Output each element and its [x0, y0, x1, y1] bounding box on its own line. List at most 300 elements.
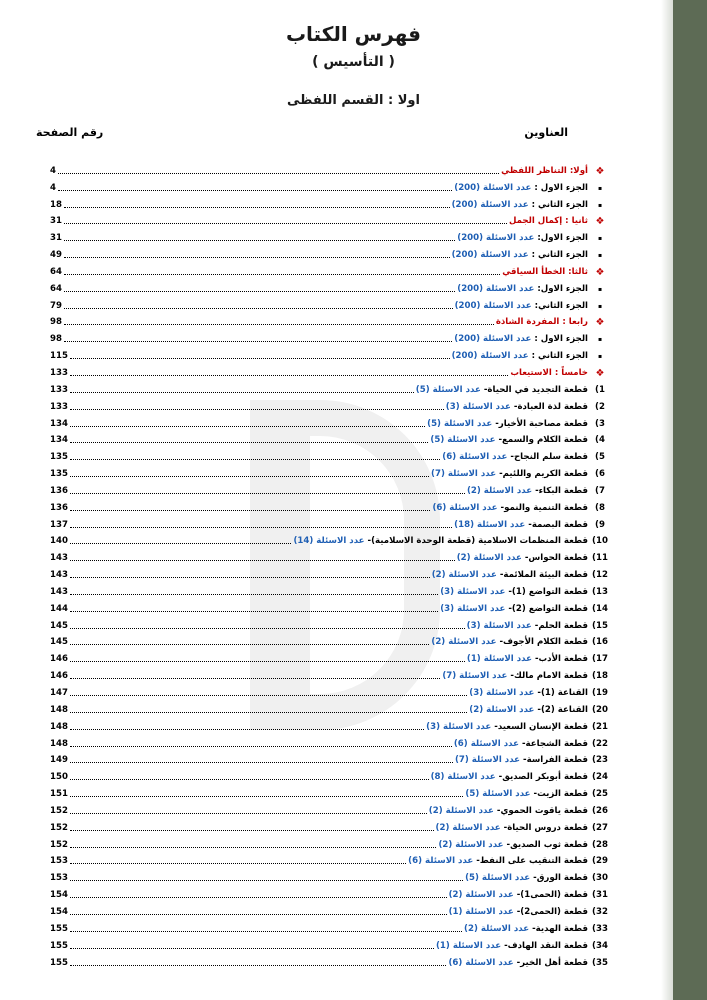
entry-label: قطعة الفراسة-: [520, 755, 588, 766]
dot-leader: [70, 729, 424, 730]
question-count: عدد الاسئلة (8): [430, 772, 496, 783]
entry-label: قطعة (الحمى1)-: [513, 890, 588, 901]
page-number: 155: [50, 923, 68, 934]
entry-label: قطعة ثوب الصديق-: [503, 839, 588, 850]
toc-entry-row[interactable]: [50, 446, 610, 463]
page-number: 18: [50, 199, 62, 210]
dot-leader: [64, 223, 507, 224]
section-title: ثالثا: الخطأ السياقي: [502, 266, 588, 277]
question-count: عدد الاسئلة (2): [456, 553, 522, 564]
entry-number: 31): [592, 890, 608, 901]
entry-title: [469, 705, 590, 716]
question-count: عدد الاسئلة (14): [293, 536, 365, 547]
question-count: عدد الاسئلة (18): [454, 519, 526, 530]
entry-number: 19): [592, 688, 608, 698]
question-count: عدد الاسئلة (200): [454, 300, 532, 311]
question-count: عدد الاسئلة (3): [440, 603, 506, 614]
dot-leader: [70, 965, 447, 966]
page-number: 4: [50, 165, 56, 176]
entry-title: [465, 873, 590, 884]
toc-entry-row[interactable]: [50, 430, 610, 447]
entry-number: 20): [592, 704, 608, 715]
question-count: عدد الاسئلة (2): [438, 839, 504, 850]
toc-entry-row[interactable]: [50, 278, 610, 295]
question-count: عدد الاسئلة (2): [469, 704, 535, 715]
entry-label: قطعة مصاحبة الأخيار-: [492, 418, 588, 429]
entry-title: [509, 216, 590, 227]
entry-title: [436, 823, 590, 834]
entry-number: 2): [595, 401, 605, 412]
toc-entry-row[interactable]: [50, 547, 610, 564]
toc-entry-row[interactable]: [50, 413, 610, 430]
dot-leader: [70, 543, 292, 544]
question-count: عدد الاسئلة (5): [465, 873, 531, 884]
page-number: 136: [50, 502, 68, 513]
entry-label: قطعة البصمة-: [525, 519, 588, 530]
entry-title: [426, 722, 590, 733]
question-count: عدد الاسئلة (5): [465, 789, 531, 800]
page-number: 147: [50, 688, 68, 698]
toc-entry-row[interactable]: [50, 648, 610, 665]
entry-title: [449, 907, 590, 918]
toc-entry-row[interactable]: [50, 901, 610, 918]
dot-leader: [70, 409, 444, 410]
entry-title: [467, 654, 590, 665]
dot-leader: [70, 459, 440, 460]
diamond-bullet-icon: ❖: [595, 317, 605, 329]
entry-number: 33): [592, 923, 608, 934]
entry-title: [432, 570, 590, 581]
toc-entry-row[interactable]: [50, 750, 610, 767]
entry-title: [440, 604, 590, 615]
toc-entry-row[interactable]: [50, 952, 610, 969]
entry-number: 15): [592, 620, 608, 631]
entry-number: 21): [592, 721, 608, 732]
entry-number: 13): [592, 586, 608, 597]
page-number: 155: [50, 940, 68, 951]
dot-leader: [70, 442, 428, 443]
question-count: عدد الاسئلة (7): [431, 469, 497, 480]
entry-label: قطعة الكريم واللئيم-: [496, 469, 588, 480]
entry-label: قطعة الهدية-: [529, 923, 588, 934]
question-count: عدد الاسئلة (2): [448, 890, 514, 901]
dot-leader: [64, 324, 494, 325]
toc-list: [50, 160, 610, 969]
question-count: عدد الاسئلة (5): [430, 435, 496, 446]
entry-title: [442, 452, 590, 463]
entry-label: الجزء الثاني :: [528, 250, 588, 261]
toc-entry-row[interactable]: [50, 480, 610, 497]
page-number: 134: [50, 435, 68, 446]
toc-section-row[interactable]: [50, 362, 610, 379]
question-count: عدد الاسئلة (3): [466, 620, 532, 631]
page-number: 148: [50, 738, 68, 749]
toc-entry-row[interactable]: [50, 783, 610, 800]
entry-label: الجزء الاول :: [531, 334, 588, 345]
question-count: عدد الاسئلة (3): [440, 586, 506, 597]
entry-title: [452, 200, 590, 211]
entry-title: [438, 840, 590, 851]
entry-label: قطعة البيئة الملائمة-: [496, 570, 588, 581]
page-number: 146: [50, 654, 68, 665]
square-bullet-icon: ▪: [597, 184, 603, 192]
toc-entry-row[interactable]: [50, 328, 610, 345]
page-number: 153: [50, 873, 68, 884]
page-number: 153: [50, 856, 68, 867]
dot-leader: [70, 948, 434, 949]
entry-title: [502, 267, 590, 278]
entry-number: 6): [595, 469, 605, 480]
dot-leader: [70, 644, 429, 645]
entry-number: 35): [592, 957, 608, 968]
entry-number: 32): [592, 906, 608, 917]
page-subtitle: ( التأسيس ): [312, 54, 395, 70]
dot-leader: [70, 931, 462, 932]
toc-section-row[interactable]: [50, 160, 610, 177]
toc-entry-row[interactable]: [50, 295, 610, 312]
toc-entry-row[interactable]: [50, 531, 610, 548]
question-count: عدد الاسئلة (1): [466, 654, 532, 665]
toc-entry-row[interactable]: [50, 581, 610, 598]
page-number: 151: [50, 789, 68, 800]
dot-leader: [64, 341, 452, 342]
column-header-page: رقم الصفحة: [36, 126, 104, 139]
toc-entry-row[interactable]: [50, 497, 610, 514]
question-count: عدد الاسئلة (200): [454, 182, 532, 193]
page-number: 49: [50, 250, 62, 261]
page-number: 154: [50, 890, 68, 901]
entry-title: [465, 789, 590, 800]
entry-title: [464, 924, 590, 935]
column-header-titles: العناوين: [524, 126, 568, 139]
toc-entry-row[interactable]: [50, 817, 610, 834]
entry-title: [440, 587, 590, 598]
question-count: عدد الاسئلة (2): [464, 923, 530, 934]
entry-label: قطعة ياقوت الحموي-: [493, 805, 588, 816]
entry-number: 7): [595, 485, 605, 496]
entry-label: قطعة الكلام والسمع-: [495, 435, 588, 446]
toc-section-row[interactable]: [50, 211, 610, 228]
entry-title: [467, 621, 590, 632]
entry-number: 29): [592, 856, 608, 867]
entry-title: [510, 368, 590, 379]
dot-leader: [70, 560, 455, 561]
entry-label: قطعة التنقيب على النفط-: [473, 856, 588, 867]
entry-title: [446, 402, 590, 413]
entry-number: 25): [592, 789, 608, 800]
page-number: 143: [50, 586, 68, 597]
entry-number: 3): [595, 418, 605, 429]
question-count: عدد الاسئلة (7): [454, 755, 521, 766]
page-number: 135: [50, 452, 68, 463]
page-number: 148: [50, 721, 68, 732]
square-bullet-icon: ▪: [597, 285, 603, 293]
entry-label: قطعة الزيت-: [530, 789, 588, 800]
entry-title: [467, 486, 590, 497]
dot-leader: [64, 274, 500, 275]
dot-leader: [70, 897, 447, 898]
toc-entry-row[interactable]: [50, 800, 610, 817]
entry-title: [469, 688, 590, 699]
page-number: 144: [50, 603, 68, 614]
page-number: 31: [50, 216, 62, 227]
dot-leader: [70, 577, 430, 578]
entry-title: [452, 351, 590, 362]
square-bullet-icon: ▪: [597, 235, 603, 243]
toc-entry-row[interactable]: [50, 564, 610, 581]
question-count: عدد الاسئلة (2): [466, 485, 533, 496]
page-number: 137: [50, 519, 68, 530]
entry-label: قطعة الكلام الأجوف-: [496, 637, 588, 648]
dot-leader: [70, 611, 438, 612]
toc-entry-row[interactable]: [50, 851, 610, 868]
page-number: 98: [50, 334, 62, 345]
dot-leader: [70, 358, 450, 359]
square-bullet-icon: ▪: [597, 353, 603, 361]
dot-leader: [70, 476, 429, 477]
dot-leader: [70, 847, 437, 848]
entry-number: 16): [592, 637, 608, 648]
entry-label: قطعة الإنسان السعيد-: [491, 721, 588, 732]
page-number: 4: [50, 182, 56, 193]
question-count: عدد الاسئلة (200): [451, 250, 529, 261]
dot-leader: [70, 426, 425, 427]
toc-section-row[interactable]: [50, 312, 610, 329]
entry-title: [455, 755, 590, 766]
entry-number: 5): [595, 452, 605, 463]
dot-leader: [70, 746, 452, 747]
question-count: عدد الاسئلة (2): [431, 570, 497, 581]
entry-title: [455, 301, 590, 312]
entry-label: قطعة التواضع (1)-: [505, 586, 588, 597]
dot-leader: [64, 308, 453, 309]
entry-label: قطعة الامام مالك-: [507, 671, 588, 682]
dot-leader: [70, 779, 429, 780]
question-count: عدد الاسئلة (2): [435, 822, 501, 833]
entry-label: القناعة (1)-: [534, 688, 588, 698]
page-number: 136: [50, 485, 68, 496]
toc-entry-row[interactable]: [50, 598, 610, 615]
page-number: 133: [50, 401, 68, 412]
entry-number: 14): [592, 603, 608, 614]
entry-label: قطعة الأدب-: [531, 654, 588, 665]
entry-number: 8): [595, 502, 605, 513]
toc-entry-row[interactable]: [50, 514, 610, 531]
question-count: عدد الاسئلة (2): [431, 637, 497, 648]
entry-label: قطعة النقد الهادف-: [501, 940, 588, 951]
dot-leader: [64, 240, 455, 241]
question-count: عدد الاسئلة (200): [451, 199, 529, 210]
question-count: عدد الاسئلة (200): [451, 351, 529, 362]
toc-entry-row[interactable]: [50, 194, 610, 211]
toc-entry-row[interactable]: [50, 227, 610, 244]
question-count: عدد الاسئلة (7): [442, 671, 508, 682]
entry-label: قطعة دروس الحياة-: [500, 822, 588, 833]
dot-leader: [70, 375, 508, 376]
dot-leader: [70, 493, 465, 494]
question-count: عدد الاسئلة (5): [427, 418, 493, 429]
square-bullet-icon: ▪: [597, 201, 603, 209]
question-count: عدد الاسئلة (2): [428, 805, 494, 816]
entry-number: 24): [592, 772, 608, 783]
toc-entry-row[interactable]: [50, 935, 610, 952]
page-number: 133: [50, 384, 68, 395]
page-number: 64: [50, 283, 62, 294]
entry-label: قطعة الورق-: [530, 873, 588, 884]
entry-label: قطعة التجديد في الحياة-: [480, 384, 588, 395]
toc-entry-row[interactable]: [50, 733, 610, 750]
entry-title: [431, 637, 590, 648]
section-title: رابعا : المفردة الشاذة: [495, 317, 588, 328]
dot-leader: [70, 392, 414, 393]
page-number: 145: [50, 620, 68, 631]
question-count: عدد الاسئلة (6): [448, 957, 514, 968]
entry-label: قطعة التنمية والنمو-: [497, 502, 588, 513]
page-number: 134: [50, 418, 68, 429]
entry-number: 4): [595, 435, 605, 446]
square-bullet-icon: ▪: [597, 252, 603, 260]
toc-entry-row[interactable]: [50, 463, 610, 480]
page-number: 155: [50, 957, 68, 968]
dot-leader: [64, 291, 455, 292]
dot-leader: [70, 712, 467, 713]
dot-leader: [70, 594, 438, 595]
entry-label: قطعة التواضع (2)-: [505, 603, 588, 614]
toc-entry-row[interactable]: [50, 884, 610, 901]
toc-entry-row[interactable]: [50, 699, 610, 716]
question-count: عدد الاسئلة (6): [453, 738, 519, 749]
page-number: 31: [50, 233, 62, 244]
entry-label: الجزء الثاني:: [531, 300, 588, 311]
page-number: 133: [50, 367, 68, 378]
page-number: 143: [50, 570, 68, 581]
question-count: عدد الاسئلة (3): [469, 688, 535, 698]
dot-leader: [70, 914, 447, 915]
dot-leader: [70, 678, 440, 679]
page-title: فهرس الكتاب: [285, 22, 422, 46]
diamond-bullet-icon: ❖: [595, 165, 605, 177]
dot-leader: [70, 510, 430, 511]
entry-label: الجزء الثاني :: [528, 351, 588, 362]
entry-number: 26): [592, 805, 608, 816]
question-count: عدد الاسئلة (3): [426, 721, 492, 732]
square-bullet-icon: ▪: [597, 336, 603, 344]
page-number: 79: [50, 300, 62, 311]
question-count: عدد الاسئلة (6): [432, 502, 498, 513]
page-edge-band: [673, 0, 707, 1000]
dot-leader: [64, 207, 450, 208]
entry-label: قطعة الشجاعة-: [518, 738, 588, 749]
question-count: عدد الاسئلة (200): [457, 283, 535, 294]
dot-leader: [64, 257, 450, 258]
dot-leader: [70, 880, 463, 881]
question-count: عدد الاسئلة (200): [454, 334, 532, 345]
question-count: عدد الاسئلة (6): [442, 452, 508, 463]
dot-leader: [58, 190, 452, 191]
dot-leader: [70, 813, 427, 814]
entry-title: [408, 856, 590, 867]
section-title: ثانيا : إكمال الجمل: [508, 216, 588, 227]
square-bullet-icon: ▪: [597, 302, 603, 310]
toc-entry-row[interactable]: [50, 177, 610, 194]
entry-label: قطعة الحواس-: [521, 553, 588, 564]
dot-leader: [70, 863, 406, 864]
entry-title: [457, 284, 590, 295]
entry-label: القناعة (2)-: [534, 704, 588, 715]
entry-number: 34): [592, 940, 608, 951]
diamond-bullet-icon: ❖: [595, 266, 605, 278]
entry-title: [431, 469, 590, 480]
entry-label: قطعة أهل الخير-: [513, 957, 588, 968]
toc-entry-row[interactable]: [50, 867, 610, 884]
entry-number: 30): [592, 873, 608, 884]
toc-entry-row[interactable]: [50, 682, 610, 699]
entry-title: [416, 385, 590, 396]
question-count: عدد الاسئلة (3): [445, 401, 511, 412]
entry-title: [436, 941, 590, 952]
entry-label: قطعة (الحمى2)-: [513, 906, 588, 917]
question-count: عدد الاسئلة (200): [457, 233, 535, 244]
toc-entry-row[interactable]: [50, 396, 610, 413]
dot-leader: [70, 661, 465, 662]
toc-entry-row[interactable]: [50, 632, 610, 649]
toc-entry-row[interactable]: [50, 716, 610, 733]
entry-label: قطعة أبوبكر الصديق-: [495, 772, 588, 783]
toc-entry-row[interactable]: [50, 244, 610, 261]
entry-title: [454, 739, 590, 750]
diamond-bullet-icon: ❖: [595, 367, 605, 379]
toc-entry-row[interactable]: [50, 834, 610, 851]
diamond-bullet-icon: ❖: [595, 216, 605, 228]
page-number: 115: [50, 351, 68, 362]
toc-section-row[interactable]: [50, 261, 610, 278]
entry-title: [442, 671, 590, 682]
entry-number: 17): [592, 654, 608, 665]
entry-label: قطعة لذة العبادة-: [510, 401, 588, 412]
section-heading: اولا : القسم اللفظى: [287, 93, 420, 108]
toc-entry-row[interactable]: [50, 766, 610, 783]
entry-title: [496, 317, 590, 328]
toc-entry-row[interactable]: [50, 379, 610, 396]
dot-leader: [58, 173, 499, 174]
page-number: 148: [50, 704, 68, 715]
toc-entry-row[interactable]: [50, 918, 610, 935]
entry-title: [457, 553, 590, 564]
entry-number: 10): [592, 536, 608, 547]
entry-label: قطعة الحلم-: [531, 620, 588, 631]
entry-title: [449, 890, 590, 901]
section-title: خامساً : الاستيعاب: [510, 367, 588, 378]
page-number: 150: [50, 772, 68, 783]
toc-entry-row[interactable]: [50, 615, 610, 632]
entry-label: الجزء الثاني :: [528, 199, 588, 210]
page-number: 152: [50, 839, 68, 850]
page-number: 140: [50, 536, 68, 547]
entry-title: [432, 503, 590, 514]
entry-number: 12): [592, 570, 608, 581]
entry-title: [448, 958, 590, 969]
entry-label: الجزء الاول:: [534, 283, 588, 294]
entry-title: [429, 806, 590, 817]
section-title: أولا: التناظر اللفظي: [501, 165, 588, 176]
question-count: عدد الاسئلة (1): [448, 906, 514, 917]
page-edge-shadow: [661, 0, 673, 1000]
toc-entry-row[interactable]: [50, 345, 610, 362]
page-number: 143: [50, 553, 68, 564]
toc-entry-row[interactable]: [50, 665, 610, 682]
entry-title: [452, 250, 590, 261]
entry-label: الجزء الاول :: [531, 182, 588, 193]
